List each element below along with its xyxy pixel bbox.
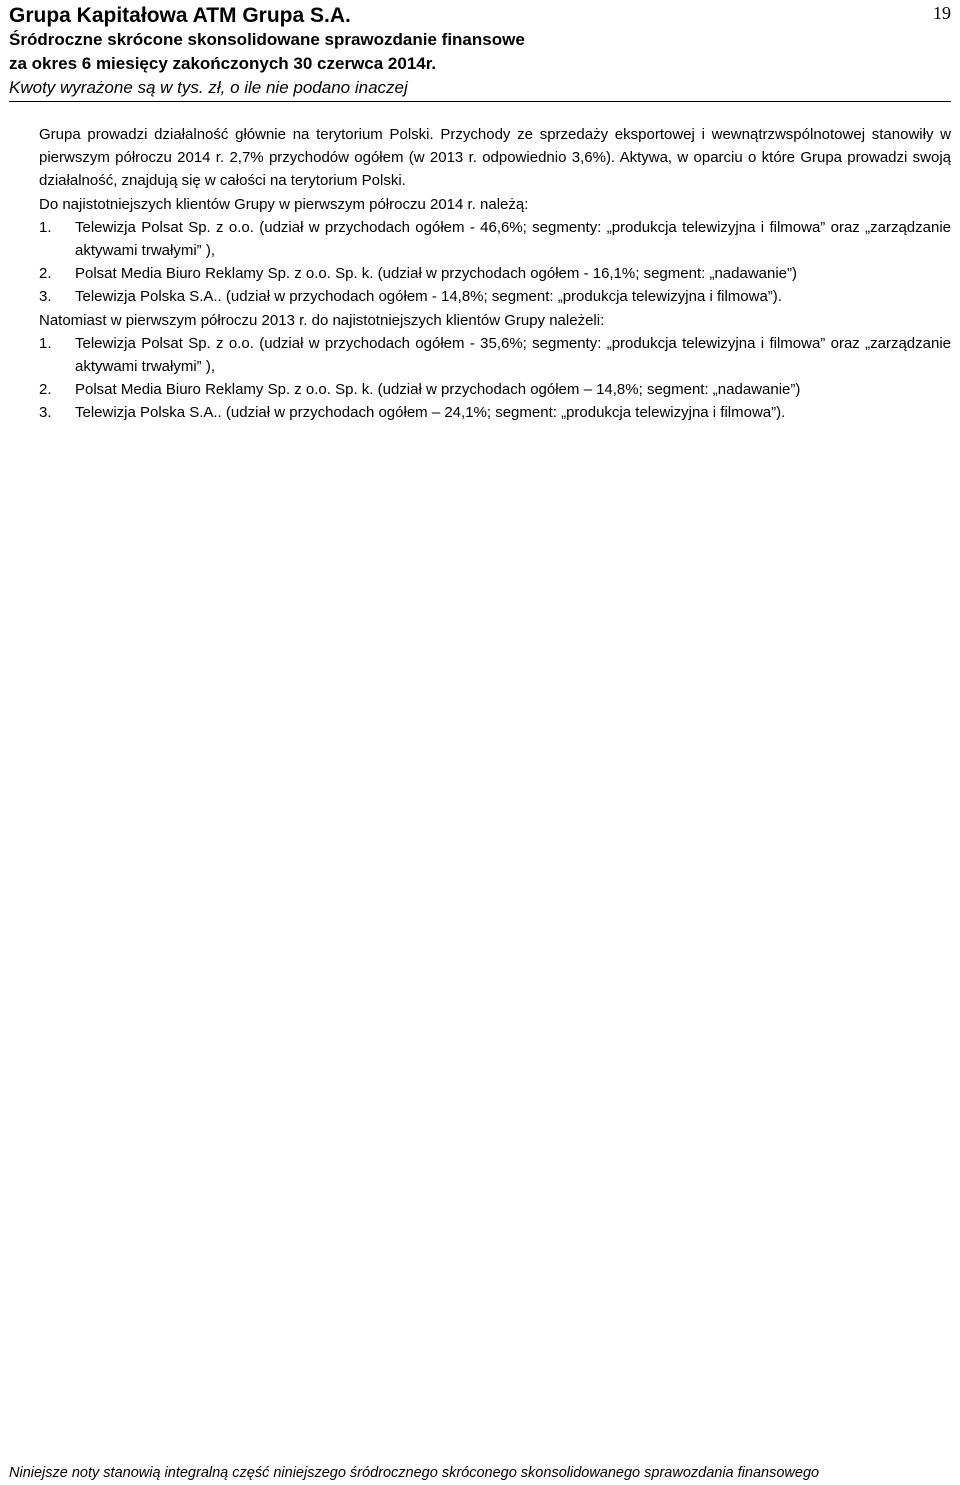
list-number: 2. bbox=[39, 265, 52, 283]
list-text: Telewizja Polska S.A.. (udział w przychodach ogółem – 24,1%; segment: „produkcja telewizyjna i filmowa”). bbox=[75, 404, 786, 422]
list-text: Telewizja Polska S.A.. (udział w przychodach ogółem - 14,8%; segment: „produkcja telewizyjna i filmowa”). bbox=[75, 288, 782, 306]
list-item bbox=[39, 262, 951, 285]
page-body bbox=[39, 123, 951, 425]
report-period: za okres 6 miesięcy zakończonych 30 czerwca 2014r. bbox=[9, 54, 437, 73]
list-number: 1. bbox=[39, 218, 52, 236]
list-item bbox=[39, 216, 951, 262]
footer-note: Niniejsze noty stanowią integralną część niniejszego śródrocznego skróconego skonsolidowanego sprawozdania finansowego bbox=[9, 1465, 820, 1481]
clients-2014-heading: Do najistotniejszych klientów Grupy w pierwszym półroczu 2014 r. należą: bbox=[39, 195, 529, 213]
list-item bbox=[39, 401, 951, 424]
page-header bbox=[9, 4, 949, 100]
units-note: Kwoty wyrażone są w tys. zł, o ile nie podano inaczej bbox=[9, 78, 408, 97]
report-title: Śródroczne skrócone skonsolidowane sprawozdanie finansowe bbox=[9, 30, 525, 49]
list-text: Polsat Media Biuro Reklamy Sp. z o.o. Sp. k. (udział w przychodach ogółem – 14,8%; segment: „nadawanie”) bbox=[75, 381, 801, 399]
list-text: Telewizja Polsat Sp. z o.o. (udział w przychodach ogółem - 35,6%; segmenty: „produkcja telewizyjna i filmowa” oraz „zarządzanie aktywami trwałymi” ), bbox=[75, 334, 951, 376]
list-item bbox=[39, 378, 951, 401]
list-number: 1. bbox=[39, 334, 52, 352]
list-item bbox=[39, 285, 951, 308]
list-text: Polsat Media Biuro Reklamy Sp. z o.o. Sp. k. (udział w przychodach ogółem - 16,1%; segment: „nadawanie”) bbox=[75, 265, 798, 283]
clients-2013-heading: Natomiast w pierwszym półroczu 2013 r. do najistotniejszych klientów Grupy należeli: bbox=[39, 311, 605, 329]
list-number: 2. bbox=[39, 381, 52, 399]
header-divider bbox=[9, 101, 951, 102]
company-name: Grupa Kapitałowa ATM Grupa S.A. bbox=[9, 4, 351, 27]
list-text: Telewizja Polsat Sp. z o.o. (udział w przychodach ogółem - 46,6%; segmenty: „produkcja telewizyjna i filmowa” oraz „zarządzanie aktywami trwałymi” ), bbox=[75, 218, 951, 260]
list-item bbox=[39, 332, 951, 378]
intro-paragraph: Grupa prowadzi działalność głównie na terytorium Polski. Przychody ze sprzedaży eksportowej i wewnątrzwspólnotowej stanowiły w pierwszym półroczu 2014 r. 2,7% przychodów ogółem (w 2013 r. odpowiednio 3,6%). Aktywa, w oparciu o które Grupa prowadzi swoją działalność, znajdują się w całości na terytorium Polski. bbox=[39, 126, 951, 190]
list-number: 3. bbox=[39, 404, 52, 422]
list-number: 3. bbox=[39, 288, 52, 306]
page-number: 19 bbox=[933, 3, 951, 23]
